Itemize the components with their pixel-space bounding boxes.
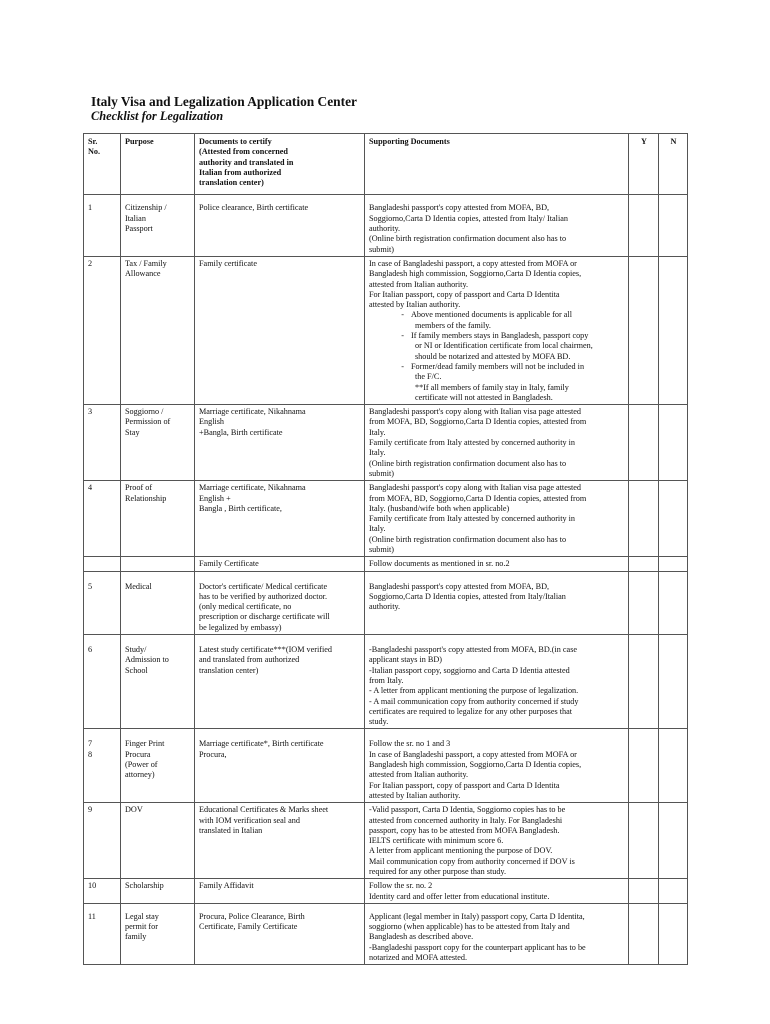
purpose-text: Admission to — [125, 655, 169, 665]
cell-documents — [195, 557, 365, 571]
supporting-text: Family certificate from Italy attested by concerned authority in — [369, 514, 575, 524]
bullet-item: members of the family. — [415, 320, 491, 330]
documents-text: Family Affidavit — [199, 881, 254, 891]
cell-sr — [84, 571, 121, 634]
purpose-text: Soggiorno / — [125, 407, 164, 417]
documents-text: Family certificate — [199, 258, 257, 268]
purpose-text: Relationship — [125, 493, 167, 503]
supporting-text: authority. — [369, 224, 401, 234]
supporting-text: In case of Bangladeshi passport, a copy attested from MOFA or — [369, 258, 577, 268]
header-text: Y — [641, 137, 647, 146]
supporting-text: Bangladeshi passport's copy attested from MOFA, BD, — [369, 203, 550, 213]
document-title: Italy Visa and Legalization Application Center — [91, 94, 357, 109]
supporting-text: Applicant (legal member in Italy) passport copy, Carta D Identita, — [369, 911, 585, 921]
purpose-text: Permission of — [125, 417, 171, 427]
header-text: Sr. — [88, 137, 98, 146]
cell-documents — [195, 635, 365, 729]
documents-text: translation center) — [199, 665, 259, 675]
supporting-text: Follow the sr. no. 2 — [369, 881, 433, 891]
documents-text: and translated from authorized — [199, 655, 300, 665]
supporting-text: Bangladesh as described above. — [369, 932, 474, 942]
cell-purpose — [121, 256, 195, 404]
documents-text: Educational Certificates & Marks sheet — [199, 805, 329, 815]
table-row — [84, 256, 688, 404]
header-text: N — [670, 137, 677, 146]
header-n — [659, 134, 688, 195]
supporting-text: attested from Italian authority. — [369, 279, 469, 289]
checkbox-cell-y[interactable] — [629, 729, 659, 803]
cell-purpose — [121, 481, 195, 557]
documents-text: be legalized by embassy) — [199, 622, 282, 632]
cell-sr — [84, 256, 121, 404]
documents-text: Doctor's certificate/ Medical certificate — [199, 581, 328, 591]
cell-purpose — [121, 903, 195, 964]
bullet-item: - Former/dead family members will not be included in — [401, 361, 585, 371]
cell-documents — [195, 481, 365, 557]
table-row — [84, 405, 688, 481]
cell-sr — [84, 635, 121, 729]
supporting-text: -Bangladeshi passport copy for the counterpart applicant has to be — [369, 942, 586, 952]
supporting-text: (Online birth registration confirmation document also has to — [369, 458, 567, 468]
sr-text: 3 — [88, 407, 93, 417]
purpose-text: Finger Print — [125, 739, 165, 749]
cell-supporting — [365, 481, 629, 557]
purpose-text: Study/ — [125, 645, 147, 655]
checkbox-cell-y[interactable] — [629, 903, 659, 964]
cell-purpose — [121, 557, 195, 571]
cell-documents — [195, 729, 365, 803]
supporting-text: submit) — [369, 544, 395, 554]
supporting-text: required for any other purpose than study. — [369, 867, 507, 876]
documents-text: Marriage certificate*, Birth certificate — [199, 739, 324, 749]
cell-purpose — [121, 803, 195, 879]
table-row — [84, 635, 688, 729]
purpose-text: Procura — [125, 749, 151, 759]
checkbox-cell-n[interactable] — [659, 635, 688, 729]
purpose-text: attorney) — [125, 770, 155, 780]
checkbox-cell-n[interactable] — [659, 571, 688, 634]
table-row — [84, 481, 688, 557]
header-y — [629, 134, 659, 195]
cell-documents — [195, 195, 365, 256]
sr-text: 5 — [88, 581, 93, 591]
purpose-text: family — [125, 932, 147, 942]
cell-sr — [84, 557, 121, 571]
documents-text: Certificate, Family Certificate — [199, 922, 298, 932]
table-row — [84, 729, 688, 803]
supporting-text: study. — [369, 717, 389, 727]
cell-documents — [195, 256, 365, 404]
supporting-text: - A letter from applicant mentioning the purpose of legalization. — [369, 686, 579, 696]
documents-text: translated in Italian — [199, 825, 263, 835]
header-text: Italian from authorized — [199, 167, 282, 177]
cell-supporting — [365, 879, 629, 904]
documents-text: Procura, Police Clearance, Birth — [199, 911, 305, 921]
purpose-text: Italian — [125, 213, 146, 223]
cell-purpose — [121, 405, 195, 481]
supporting-text: attested by Italian authority. — [369, 790, 461, 800]
table-row — [84, 571, 688, 634]
supporting-text: Bangladesh high commission, Soggiorno,Carta D Identia copies, — [369, 760, 582, 770]
supporting-text: Soggiorno,Carta D Identia copies, attested from Italy/ Italian — [369, 213, 568, 223]
supporting-text: from MOFA, BD, Soggiorno,Carta D Identia copies, attested from — [369, 493, 587, 503]
purpose-text: Allowance — [125, 269, 161, 279]
sr-text: 4 — [88, 483, 93, 493]
header-purpose — [121, 134, 195, 195]
checkbox-cell-y[interactable] — [629, 481, 659, 557]
cell-supporting — [365, 903, 629, 964]
header-sr-no — [84, 134, 121, 195]
checkbox-cell-n[interactable] — [659, 803, 688, 879]
checkbox-cell-n[interactable] — [659, 195, 688, 256]
header-text: authority and translated in — [199, 157, 294, 167]
header-text: (Attested from concerned — [199, 147, 288, 157]
checkbox-cell-y[interactable] — [629, 557, 659, 571]
purpose-text: Passport — [125, 224, 153, 234]
cell-sr — [84, 405, 121, 481]
cell-sr — [84, 195, 121, 256]
checkbox-cell-n[interactable] — [659, 729, 688, 803]
supporting-text: from Italy. — [369, 675, 404, 685]
header-text: translation center) — [199, 178, 264, 188]
cell-supporting — [365, 803, 629, 879]
cell-purpose — [121, 879, 195, 904]
supporting-text: Italy. — [369, 448, 386, 458]
supporting-text: A letter from applicant mentioning the purpose of DOV. — [369, 846, 553, 856]
purpose-text: (Power of — [125, 760, 158, 770]
supporting-text: Italy. (husband/wife both when applicable) — [369, 503, 510, 513]
purpose-text: Medical — [125, 581, 152, 591]
legalization-checklist-table — [83, 133, 688, 965]
documents-text: (only medical certificate, no — [199, 602, 292, 612]
supporting-text: IELTS certificate with minimum score 6. — [369, 836, 504, 846]
header-text: No. — [88, 147, 101, 157]
supporting-text: certificates are required to legalize for any other purposes that — [369, 706, 573, 716]
purpose-text: Scholarship — [125, 881, 164, 891]
purpose-text: Stay — [125, 427, 140, 437]
documents-text: Marriage certificate, Nikahnama — [199, 483, 306, 493]
documents-text: +Bangla, Birth certificate — [199, 427, 283, 437]
sr-text: 11 — [88, 911, 96, 921]
checkbox-cell-y[interactable] — [629, 571, 659, 634]
supporting-text: submit) — [369, 244, 395, 254]
supporting-text: submit) — [369, 468, 395, 478]
supporting-text: authority. — [369, 602, 401, 612]
documents-text: English — [199, 417, 225, 427]
table-row — [84, 803, 688, 879]
supporting-text: Follow the sr. no 1 and 3 — [369, 739, 451, 749]
supporting-text: attested by Italian authority. — [369, 300, 461, 310]
cell-documents — [195, 903, 365, 964]
bullet-item: - Above mentioned documents is applicable for all — [401, 310, 572, 320]
supporting-text: Identity card and offer letter from educational institute. — [369, 891, 550, 901]
checkbox-cell-n[interactable] — [659, 903, 688, 964]
bullet-item: certificate will not attested in Bangladesh. — [415, 392, 553, 402]
checkbox-cell-n[interactable] — [659, 256, 688, 404]
bullet-item: - If family members stays in Bangladesh, passport copy — [401, 331, 589, 341]
purpose-text: Legal stay — [125, 911, 159, 921]
supporting-text: For Italian passport, copy of passport and Carta D Identita — [369, 780, 560, 790]
supporting-text: Mail communication copy from authority concerned if DOV is — [369, 856, 575, 866]
documents-text: prescription or discharge certificate will — [199, 612, 330, 622]
cell-supporting — [365, 256, 629, 404]
header-documents-to-certify — [195, 134, 365, 195]
cell-documents — [195, 405, 365, 481]
supporting-text: Bangladeshi passport's copy along with Italian visa page attested — [369, 407, 582, 417]
supporting-text: passport, copy has to be attested from MOFA Bangladesh. — [369, 825, 560, 835]
supporting-text: (Online birth registration confirmation document also has to — [369, 234, 567, 244]
purpose-text: School — [125, 665, 148, 675]
supporting-text: - A mail communication copy from authority concerned if study — [369, 696, 579, 706]
documents-text: with IOM verification seal and — [199, 815, 300, 825]
supporting-text: applicant stays in BD) — [369, 655, 442, 665]
sr-text: 2 — [88, 258, 93, 268]
purpose-text: Tax / Family — [125, 258, 167, 268]
cell-purpose — [121, 195, 195, 256]
documents-text: has to be verified by authorized doctor. — [199, 591, 328, 601]
supporting-text: Italy. — [369, 427, 386, 437]
documents-text: Bangla , Birth certificate, — [199, 503, 282, 513]
bullet-item: or NI or Identification certificate from local chairmen, — [415, 341, 593, 351]
cell-purpose — [121, 571, 195, 634]
checkbox-cell-n[interactable] — [659, 405, 688, 481]
supporting-text: Follow documents as mentioned in sr. no.2 — [369, 559, 510, 569]
supporting-text: (Online birth registration confirmation document also has to — [369, 534, 567, 544]
purpose-text: permit for — [125, 922, 158, 932]
table-row — [84, 903, 688, 964]
supporting-text: Family certificate from Italy attested by concerned authority in — [369, 438, 575, 448]
cell-sr — [84, 903, 121, 964]
supporting-text: Soggiorno,Carta D Identia copies, attested from Italy/Italian — [369, 591, 566, 601]
documents-text: Family Certificate — [199, 559, 259, 569]
supporting-text: In case of Bangladeshi passport, a copy attested from MOFA or — [369, 749, 577, 759]
documents-text: Procura, — [199, 749, 227, 759]
supporting-text: soggiorno (when applicable) has to be attested from Italy and — [369, 922, 570, 932]
checkbox-cell-y[interactable] — [629, 635, 659, 729]
cell-documents — [195, 879, 365, 904]
cell-documents — [195, 803, 365, 879]
table-row — [84, 879, 688, 904]
cell-sr — [84, 879, 121, 904]
sr-text: 10 — [88, 881, 97, 891]
checkbox-cell-y[interactable] — [629, 879, 659, 904]
checkbox-cell-n[interactable] — [659, 481, 688, 557]
table-row — [84, 557, 688, 571]
documents-text: Latest study certificate***(IOM verified — [199, 645, 332, 655]
purpose-text: Citizenship / — [125, 203, 167, 213]
supporting-text: For Italian passport, copy of passport and Carta D Identita — [369, 289, 560, 299]
supporting-text: -Italian passport copy, soggiorno and Carta D Identia attested — [369, 665, 570, 675]
cell-sr — [84, 481, 121, 557]
purpose-text: DOV — [125, 805, 143, 815]
bullet-item: **If all members of family stay in Italy, family — [415, 382, 569, 392]
cell-supporting — [365, 557, 629, 571]
purpose-text: Proof of — [125, 483, 153, 493]
header-text: Purpose — [125, 137, 154, 146]
supporting-text: Bangladesh high commission, Soggiorno,Carta D Identia copies, — [369, 269, 582, 279]
header-text: Supporting Documents — [369, 137, 450, 146]
cell-sr — [84, 803, 121, 879]
cell-purpose — [121, 729, 195, 803]
checkbox-cell-n[interactable] — [659, 879, 688, 904]
checkbox-cell-n[interactable] — [659, 557, 688, 571]
sr-text: 7 — [88, 739, 93, 749]
sr-text: 1 — [88, 203, 93, 213]
sr-text: 8 — [88, 749, 93, 759]
supporting-text: Bangladeshi passport's copy attested from MOFA, BD, — [369, 581, 550, 591]
documents-text: Police clearance, Birth certificate — [199, 203, 309, 213]
table-body — [84, 195, 688, 965]
supporting-text: notarized and MOFA attested. — [369, 953, 468, 963]
checkbox-cell-y[interactable] — [629, 405, 659, 481]
bullet-item: should be notarized and attested by MOFA BD. — [415, 351, 571, 361]
sr-text: 6 — [88, 645, 93, 655]
cell-supporting — [365, 405, 629, 481]
cell-documents — [195, 571, 365, 634]
sr-text: 9 — [88, 805, 93, 815]
supporting-text: attested from concerned authority in Italy. For Bangladeshi — [369, 815, 563, 825]
cell-purpose — [121, 635, 195, 729]
cell-supporting — [365, 571, 629, 634]
cell-supporting — [365, 635, 629, 729]
supporting-text: Bangladeshi passport's copy along with Italian visa page attested — [369, 483, 582, 493]
checkbox-cell-y[interactable] — [629, 803, 659, 879]
document-subtitle: Checklist for Legalization — [91, 109, 224, 123]
checkbox-cell-y[interactable] — [629, 256, 659, 404]
supporting-text: -Valid passport, Carta D Identia, Soggiorno copies has to be — [369, 805, 566, 815]
supporting-text: attested from Italian authority. — [369, 770, 469, 780]
documents-text: English + — [199, 493, 231, 503]
documents-text: Marriage certificate, Nikahnama — [199, 407, 306, 417]
header-text: Documents to certify — [199, 137, 272, 146]
supporting-text: from MOFA, BD, Soggiorno,Carta D Identia copies, attested from — [369, 417, 587, 427]
checkbox-cell-y[interactable] — [629, 195, 659, 256]
supporting-text: -Bangladeshi passport's copy attested from MOFA, BD.(in case — [369, 645, 578, 655]
cell-sr — [84, 729, 121, 803]
header-supporting-documents — [365, 134, 629, 195]
supporting-text: Italy. — [369, 524, 386, 534]
cell-supporting — [365, 729, 629, 803]
cell-supporting — [365, 195, 629, 256]
table-header-row — [84, 134, 688, 195]
bullet-item: the F/C. — [415, 372, 442, 382]
table-row — [84, 195, 688, 256]
